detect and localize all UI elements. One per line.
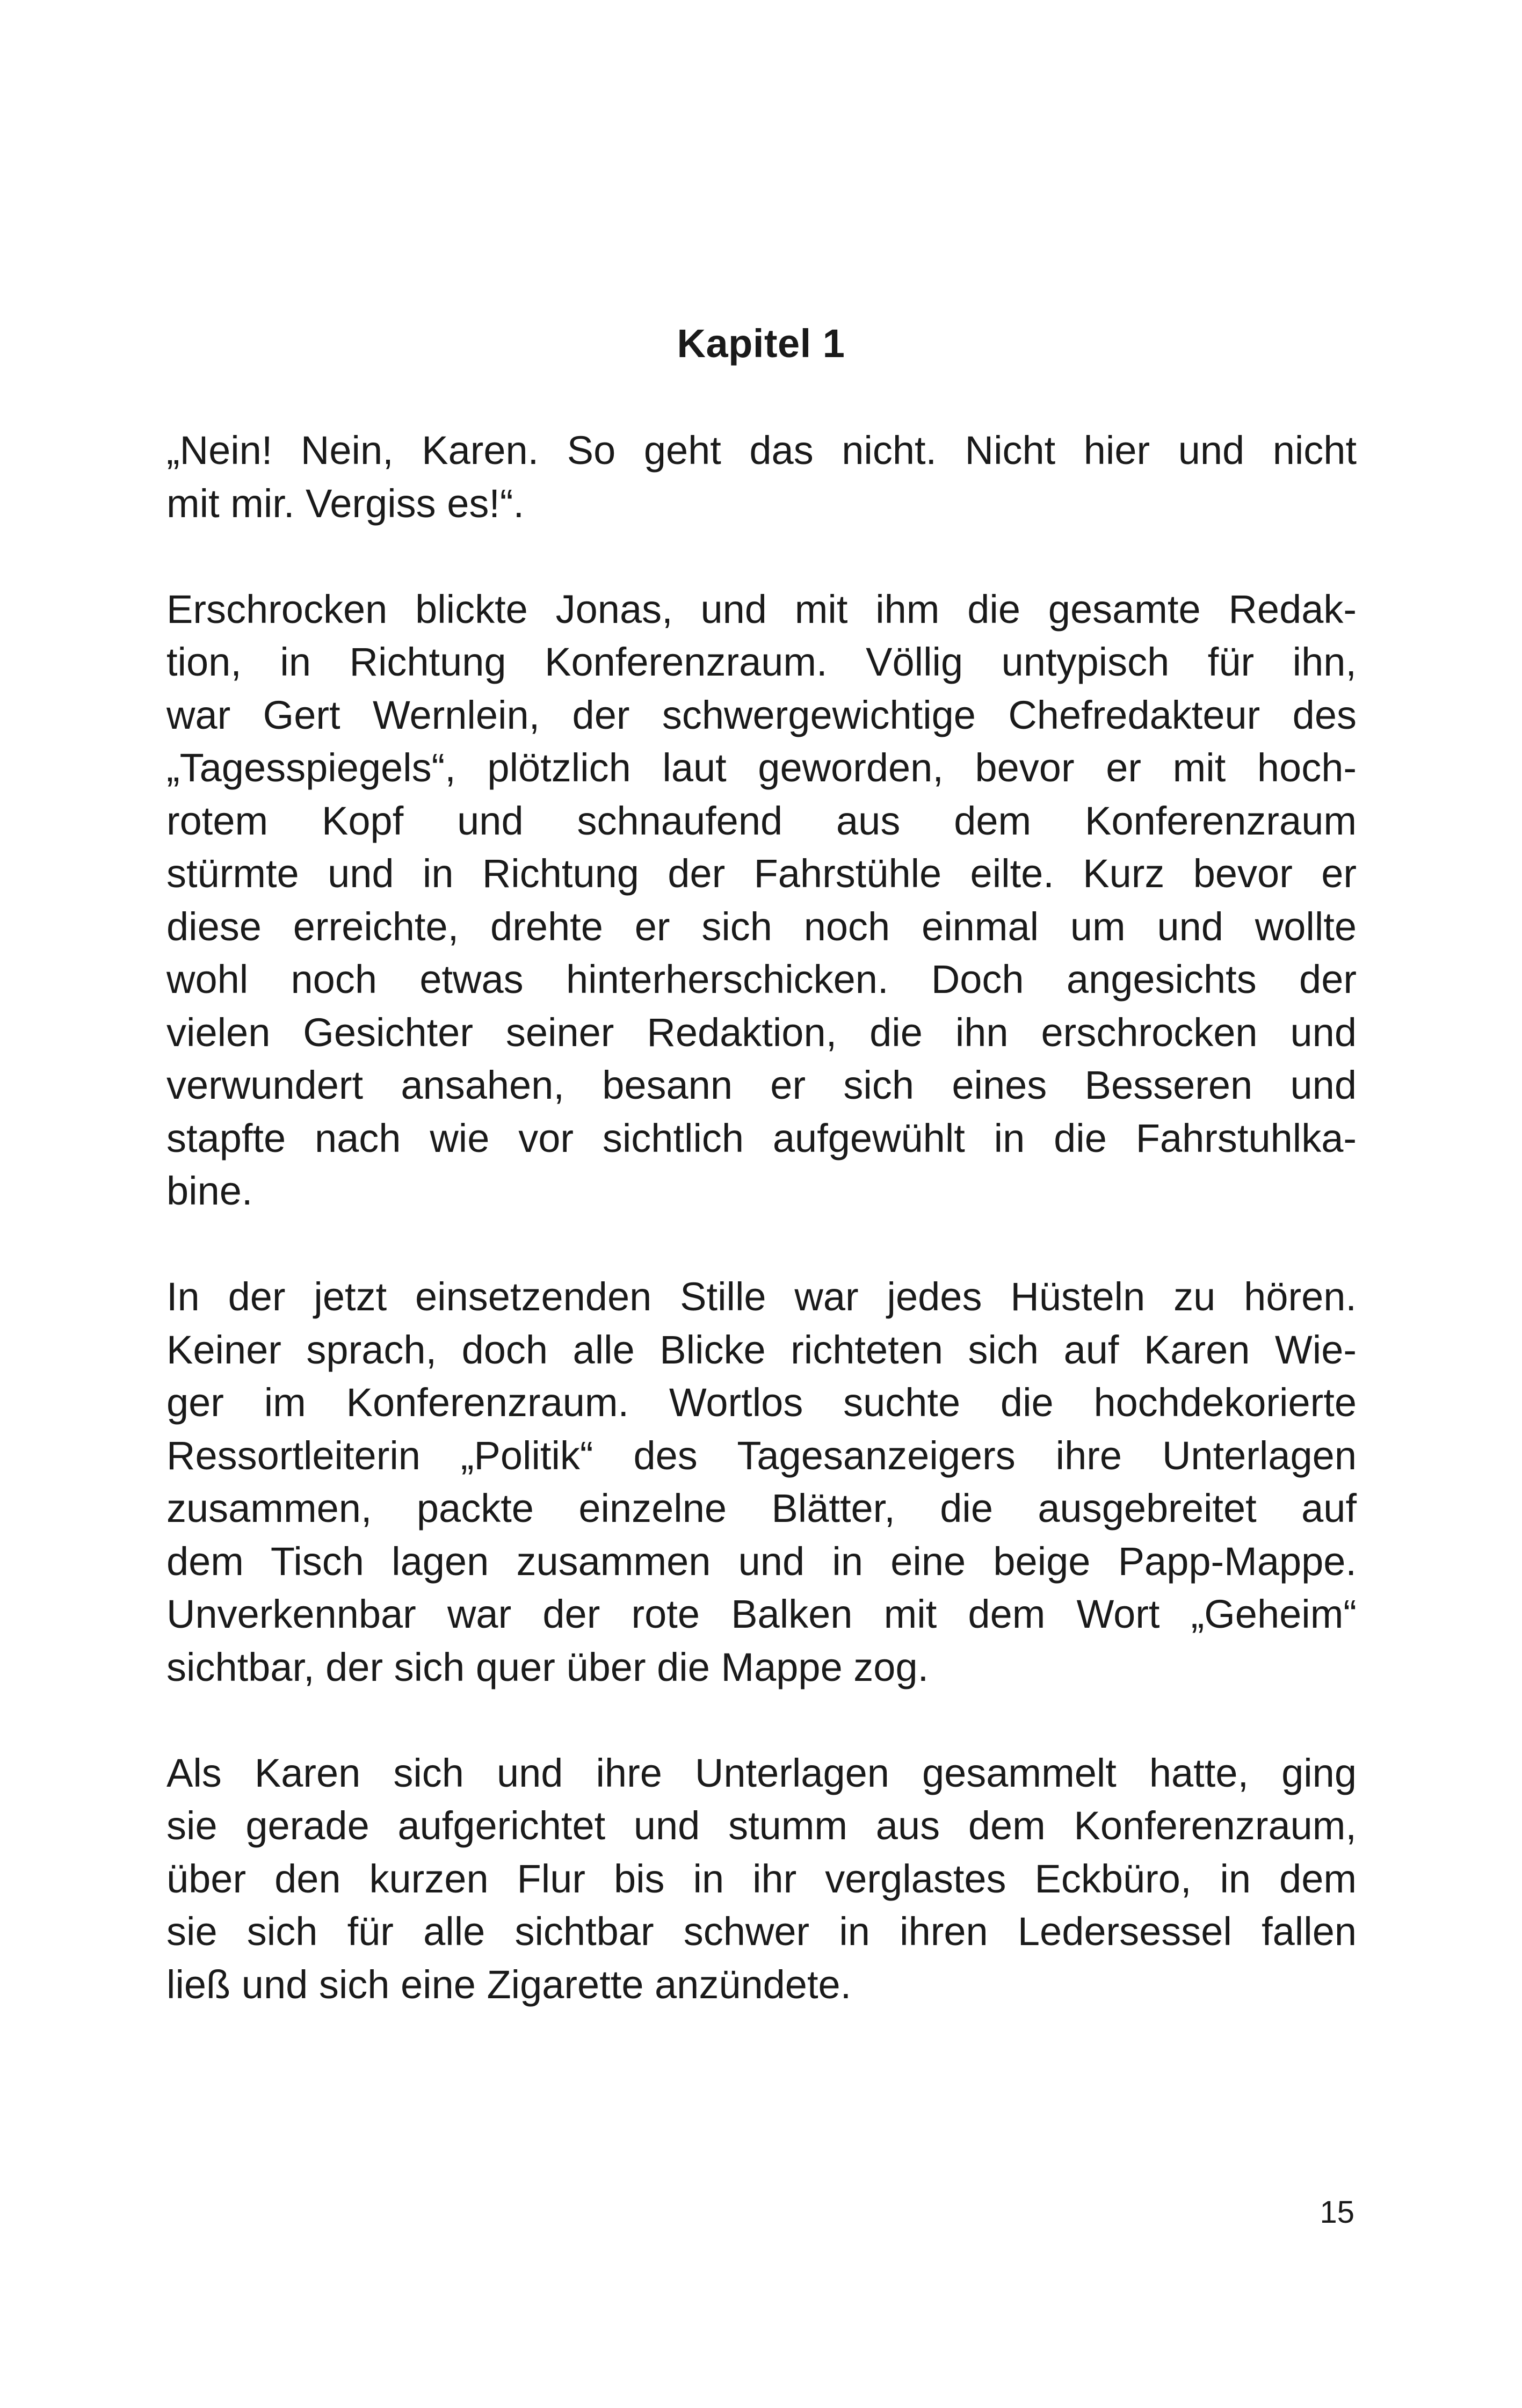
- paragraph: [166, 1271, 1357, 1694]
- text-line: rotem Kopf und schnaufend aus dem Konferenzraum: [166, 798, 1357, 843]
- text-line: „Nein! Nein, Karen. So geht das nicht. Nicht hier und nicht: [166, 428, 1357, 473]
- text-line: In der jetzt einsetzenden Stille war jedes Hüsteln zu hören.: [166, 1274, 1357, 1319]
- text-line: verwundert ansahen, besann er sich eines Besseren und: [166, 1063, 1357, 1107]
- paragraph: [166, 424, 1357, 530]
- text-line: sichtbar, der sich quer über die Mappe zog.: [166, 1644, 929, 1689]
- paragraph: [166, 583, 1357, 1218]
- text-line: ließ und sich eine Zigarette anzündete.: [166, 1962, 852, 2007]
- text-line: sie gerade aufgerichtet und stumm aus dem Konferenzraum,: [166, 1803, 1357, 1848]
- text-line: „Tagesspiegels“, plötzlich laut geworden, bevor er mit hoch-: [166, 745, 1357, 790]
- chapter-title: Kapitel 1: [677, 321, 845, 366]
- text-line: tion, in Richtung Konferenzraum. Völlig untypisch für ihn,: [166, 640, 1357, 684]
- text-line: ger im Konferenzraum. Wortlos suchte die hochdekorierte: [166, 1380, 1357, 1425]
- text-line: zusammen, packte einzelne Blätter, die ausgebreitet auf: [166, 1486, 1357, 1531]
- text-line: über den kurzen Flur bis in ihr verglastes Eckbüro, in dem: [166, 1856, 1357, 1901]
- text-line: Erschrocken blickte Jonas, und mit ihm die gesamte Redak-: [166, 586, 1357, 632]
- paragraph-gap: [166, 530, 1357, 583]
- paragraph-gap: [166, 1694, 1357, 1747]
- paragraph: [166, 1747, 1357, 2012]
- text-line: stürmte und in Richtung der Fahrstühle eilte. Kurz bevor er: [166, 851, 1357, 896]
- chapter-body: [166, 424, 1357, 2011]
- text-line: war Gert Wernlein, der schwergewichtige Chefredakteur des: [166, 692, 1357, 737]
- text-line: vielen Gesichter seiner Redaktion, die ihn erschrocken und: [166, 1010, 1357, 1055]
- text-line: Unverkennbar war der rote Balken mit dem Wort „Geheim“: [166, 1592, 1357, 1636]
- paragraph-gap: [166, 1218, 1357, 1271]
- text-line: diese erreichte, drehte er sich noch einmal um und wollte: [166, 904, 1357, 949]
- text-line: mit mir. Vergiss es!“.: [166, 481, 525, 526]
- text-line: dem Tisch lagen zusammen und in eine beige Papp-Mappe.: [166, 1539, 1357, 1584]
- text-line: wohl noch etwas hinterherschicken. Doch angesichts der: [166, 957, 1357, 1002]
- text-line: Als Karen sich und ihre Unterlagen gesammelt hatte, ging: [166, 1750, 1357, 1795]
- text-line: Ressortleiterin „Politik“ des Tagesanzeigers ihre Unterlagen: [166, 1433, 1357, 1478]
- text-line: stapfte nach wie vor sichtlich aufgewühlt in die Fahrstuhlka-: [166, 1115, 1357, 1161]
- text-line: sie sich für alle sichtbar schwer in ihren Ledersessel fallen: [166, 1909, 1357, 1954]
- page-number: 15: [1320, 2195, 1354, 2230]
- text-line: Keiner sprach, doch alle Blicke richteten sich auf Karen Wie-: [166, 1327, 1357, 1372]
- text-line: bine.: [166, 1169, 253, 1213]
